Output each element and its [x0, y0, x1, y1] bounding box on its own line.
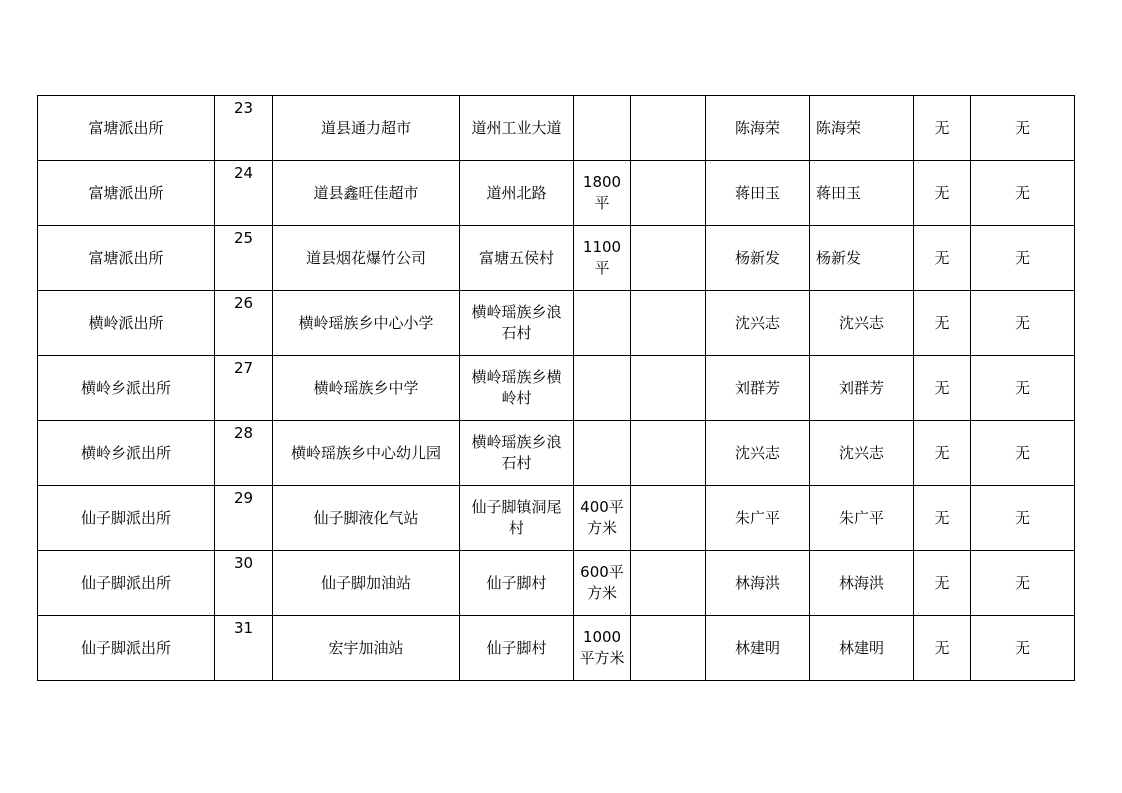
- cell-area: 1000平方米: [574, 616, 631, 681]
- cell-address: 道州北路: [460, 161, 574, 226]
- cell-empty: [631, 161, 706, 226]
- cell-number: 28: [215, 421, 273, 486]
- table-row: [38, 161, 1075, 226]
- cell-remark: 无: [971, 486, 1075, 551]
- cell-responsible-person: 林建明: [706, 616, 810, 681]
- cell-police-station: 富塘派出所: [38, 161, 215, 226]
- cell-address: 横岭瑶族乡横岭村: [460, 356, 574, 421]
- cell-responsible-person: 陈海荣: [706, 96, 810, 161]
- cell-police-station: 仙子脚派出所: [38, 551, 215, 616]
- cell-empty: [631, 226, 706, 291]
- cell-empty: [631, 96, 706, 161]
- cell-contact-person: 林海洪: [810, 551, 914, 616]
- cell-responsible-person: 刘群芳: [706, 356, 810, 421]
- cell-number: 26: [215, 291, 273, 356]
- cell-police-station: 富塘派出所: [38, 96, 215, 161]
- cell-remark: 无: [971, 291, 1075, 356]
- cell-contact-person: 沈兴志: [810, 421, 914, 486]
- cell-contact-person: 朱广平: [810, 486, 914, 551]
- cell-status: 无: [914, 291, 971, 356]
- table-body: [38, 96, 1075, 681]
- cell-status: 无: [914, 226, 971, 291]
- cell-area: [574, 421, 631, 486]
- cell-address: 横岭瑶族乡浪石村: [460, 291, 574, 356]
- cell-area: 400平方米: [574, 486, 631, 551]
- cell-unit-name: 仙子脚液化气站: [273, 486, 460, 551]
- cell-status: 无: [914, 161, 971, 226]
- cell-number: 25: [215, 226, 273, 291]
- cell-area: [574, 291, 631, 356]
- cell-unit-name: 道县鑫旺佳超市: [273, 161, 460, 226]
- cell-responsible-person: 杨新发: [706, 226, 810, 291]
- cell-status: 无: [914, 356, 971, 421]
- cell-area: 1800平: [574, 161, 631, 226]
- cell-contact-person: 沈兴志: [810, 291, 914, 356]
- cell-empty: [631, 356, 706, 421]
- data-table: [37, 95, 1075, 681]
- cell-empty: [631, 421, 706, 486]
- cell-remark: 无: [971, 356, 1075, 421]
- cell-address: 横岭瑶族乡浪石村: [460, 421, 574, 486]
- cell-number: 29: [215, 486, 273, 551]
- table-row: [38, 551, 1075, 616]
- table-row: [38, 226, 1075, 291]
- cell-unit-name: 道县通力超市: [273, 96, 460, 161]
- cell-status: 无: [914, 616, 971, 681]
- cell-contact-person: 刘群芳: [810, 356, 914, 421]
- cell-police-station: 横岭乡派出所: [38, 356, 215, 421]
- cell-remark: 无: [971, 421, 1075, 486]
- cell-police-station: 横岭派出所: [38, 291, 215, 356]
- cell-number: 27: [215, 356, 273, 421]
- cell-contact-person: 蒋田玉: [810, 161, 914, 226]
- table-row: [38, 421, 1075, 486]
- cell-responsible-person: 沈兴志: [706, 291, 810, 356]
- cell-remark: 无: [971, 226, 1075, 291]
- cell-contact-person: 杨新发: [810, 226, 914, 291]
- cell-police-station: 富塘派出所: [38, 226, 215, 291]
- table-row: [38, 291, 1075, 356]
- cell-address: 仙子脚村: [460, 616, 574, 681]
- table-row: [38, 96, 1075, 161]
- cell-remark: 无: [971, 616, 1075, 681]
- cell-number: 30: [215, 551, 273, 616]
- cell-empty: [631, 291, 706, 356]
- cell-unit-name: 横岭瑶族乡中学: [273, 356, 460, 421]
- cell-responsible-person: 蒋田玉: [706, 161, 810, 226]
- cell-unit-name: 横岭瑶族乡中心小学: [273, 291, 460, 356]
- cell-address: 道州工业大道: [460, 96, 574, 161]
- cell-empty: [631, 486, 706, 551]
- cell-status: 无: [914, 486, 971, 551]
- cell-responsible-person: 朱广平: [706, 486, 810, 551]
- cell-responsible-person: 沈兴志: [706, 421, 810, 486]
- cell-area: 600平方米: [574, 551, 631, 616]
- cell-number: 23: [215, 96, 273, 161]
- cell-empty: [631, 616, 706, 681]
- cell-contact-person: 陈海荣: [810, 96, 914, 161]
- cell-responsible-person: 林海洪: [706, 551, 810, 616]
- cell-number: 31: [215, 616, 273, 681]
- cell-remark: 无: [971, 96, 1075, 161]
- cell-police-station: 仙子脚派出所: [38, 616, 215, 681]
- cell-address: 仙子脚村: [460, 551, 574, 616]
- cell-police-station: 仙子脚派出所: [38, 486, 215, 551]
- table-row: [38, 356, 1075, 421]
- cell-remark: 无: [971, 161, 1075, 226]
- table-row: [38, 486, 1075, 551]
- cell-unit-name: 仙子脚加油站: [273, 551, 460, 616]
- cell-area: [574, 96, 631, 161]
- cell-unit-name: 宏宇加油站: [273, 616, 460, 681]
- cell-address: 富塘五侯村: [460, 226, 574, 291]
- cell-police-station: 横岭乡派出所: [38, 421, 215, 486]
- cell-empty: [631, 551, 706, 616]
- cell-address: 仙子脚镇洞尾村: [460, 486, 574, 551]
- cell-area: [574, 356, 631, 421]
- cell-status: 无: [914, 421, 971, 486]
- cell-contact-person: 林建明: [810, 616, 914, 681]
- cell-remark: 无: [971, 551, 1075, 616]
- cell-unit-name: 道县烟花爆竹公司: [273, 226, 460, 291]
- cell-area: 1100平: [574, 226, 631, 291]
- cell-status: 无: [914, 551, 971, 616]
- cell-number: 24: [215, 161, 273, 226]
- cell-status: 无: [914, 96, 971, 161]
- cell-unit-name: 横岭瑶族乡中心幼儿园: [273, 421, 460, 486]
- table-row: [38, 616, 1075, 681]
